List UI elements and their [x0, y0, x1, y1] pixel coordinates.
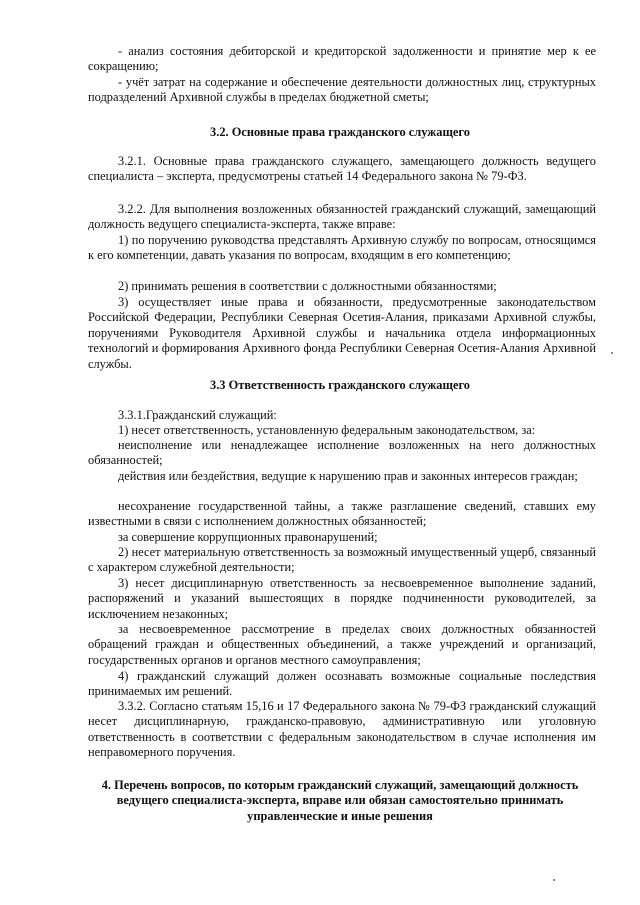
- resp-item-3: 3) несет дисциплинарную ответственность за несвоевременное выполнение заданий, распоряжений и указаний вышестоящих в порядке подчиненности руководителей, за исключением незаконных;: [88, 576, 596, 621]
- resp-item-1: 1) несет ответственность, установленную федеральным законодательством, за:: [118, 423, 536, 437]
- right-item-3: 3) осуществляет иные права и обязанности, предусмотренные законодательством Российской Федерации, Республики Северная Осетия-Алания, приказами Архивной службы, поручениями Руководителя Архивной службы и начальника отдела информационных технологий и формирования Архивного фонда Республики Северная Осетия-Алания Архивной службы.: [88, 295, 596, 371]
- right-item-2: 2) принимать решения в соответствии с должностными обязанностями;: [118, 279, 497, 293]
- section-3-3-title: 3.3 Ответственность гражданского служащего: [210, 378, 470, 392]
- para-3-2-2: 3.2.2. Для выполнения возложенных обязанностей гражданский служащий, замещающий должность ведущего специалиста-эксперта, также вправе:: [88, 202, 596, 232]
- para-3-3-2: 3.3.2. Согласно статьям 15,16 и 17 Федерального закона № 79-ФЗ гражданский служащий несет дисциплинарную, гражданско-правовую, административную или уголовную ответственность в соответствии с федеральным законодательством в случае исполнения им неправомерного поручения.: [88, 699, 596, 760]
- section-3-2-title: 3.2. Основные права гражданского служащего: [210, 125, 470, 139]
- resp-sub-3: несохранение государственной тайны, а также разглашение сведений, ставших ему известными в связи с исполнением должностных обязанностей;: [88, 499, 596, 529]
- right-item-1: 1) по поручению руководства представлять Архивную службу по вопросам, относящимся к его компетенции, давать указания по вопросам, входящим в его компетенцию;: [88, 233, 596, 263]
- section-4-title: 4. Перечень вопросов, по которым гражданский служащий, замещающий должность ведущего специалиста-эксперта, вправе или обязан самостоятельно принимать управленческие и иные решения: [101, 778, 579, 823]
- scan-speck: [553, 879, 555, 881]
- resp-item-4: 4) гражданский служащий должен осознавать возможные социальные последствия принимаемых им решений.: [88, 669, 596, 699]
- para-3-3-1: 3.3.1.Гражданский служащий:: [118, 408, 277, 422]
- resp-sub-5: за несвоевременное рассмотрение в пределах своих должностных обязанностей обращений граждан и общественных объединений, а также учреждений и организаций, государственных органов и органов местного самоуправления;: [88, 622, 596, 667]
- resp-sub-4: за совершение коррупционных правонарушений;: [118, 530, 378, 544]
- intro-item-debt: - анализ состояния дебиторской и кредиторской задолженности и принятие мер к ее сокращению;: [88, 44, 596, 74]
- resp-sub-2: действия или бездействия, ведущие к нарушению прав и законных интересов граждан;: [118, 469, 578, 483]
- resp-sub-1: неисполнение или ненадлежащее исполнение возложенных на него должностных обязанностей;: [88, 438, 596, 468]
- para-3-2-1: 3.2.1. Основные права гражданского служащего, замещающего должность ведущего специалиста – эксперта, предусмотрены статьей 14 Федерального закона № 79-ФЗ.: [88, 154, 596, 184]
- scan-speck: [611, 352, 613, 354]
- resp-item-2: 2) несет материальную ответственность за возможный имущественный ущерб, связанный с характером служебной деятельности;: [88, 545, 596, 575]
- intro-item-costs: - учёт затрат на содержание и обеспечение деятельности должностных лиц, структурных подразделений Архивной службы в пределах бюджетной сметы;: [88, 75, 596, 105]
